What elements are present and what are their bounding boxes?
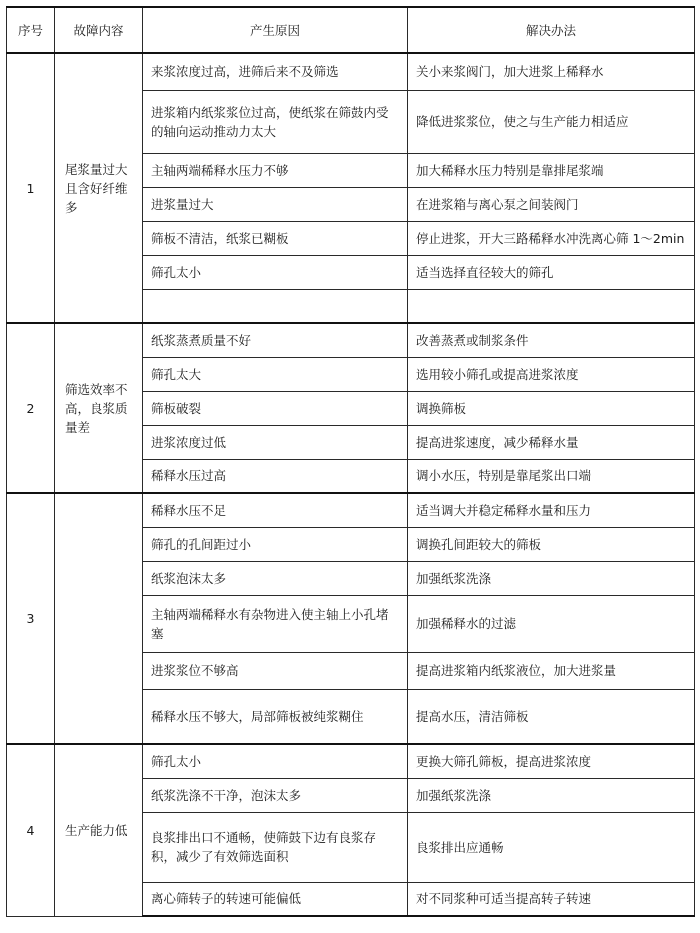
solution-cell: 提高水压，清洁筛板 (408, 689, 695, 744)
cause-cell: 进浆箱内纸浆浆位过高，使纸浆在筛鼓内受的轴向运动推动力太大 (143, 90, 408, 153)
solution-cell: 调换筛板 (408, 391, 695, 425)
cause-cell: 筛板破裂 (143, 391, 408, 425)
solution-cell: 调小水压，特别是靠尾浆出口端 (408, 459, 695, 493)
solution-cell: 加强纸浆洗涤 (408, 561, 695, 595)
cause-cell: 筛孔太大 (143, 357, 408, 391)
solution-cell: 停止进浆，开大三路稀释水冲洗离心筛 1～2min (408, 221, 695, 255)
cause-cell: 稀释水压过高 (143, 459, 408, 493)
header-no: 序号 (7, 7, 55, 53)
table-row (7, 744, 695, 778)
group-number: 1 (7, 53, 55, 323)
cause-cell: 进浆浆位不够高 (143, 652, 408, 689)
table-row (7, 53, 695, 90)
header-solution: 解决办法 (408, 7, 695, 53)
group-number: 4 (7, 744, 55, 916)
cause-cell: 筛孔太小 (143, 744, 408, 778)
solution-cell (408, 289, 695, 323)
group-number: 2 (7, 323, 55, 493)
table-body (7, 53, 695, 916)
cause-cell: 筛孔太小 (143, 255, 408, 289)
solution-cell: 加大稀释水压力特别是靠排尾浆端 (408, 153, 695, 187)
cause-cell: 来浆浓度过高，进筛后来不及筛选 (143, 53, 408, 90)
cause-cell: 稀释水压不足 (143, 493, 408, 527)
group-number: 3 (7, 493, 55, 744)
solution-cell: 在进浆箱与离心泵之间装阀门 (408, 187, 695, 221)
solution-cell: 降低进浆浆位，使之与生产能力相适应 (408, 90, 695, 153)
table-row (7, 493, 695, 527)
solution-cell: 提高进浆箱内纸浆液位，加大进浆量 (408, 652, 695, 689)
solution-cell: 改善蒸煮或制浆条件 (408, 323, 695, 357)
fault-description: 尾浆量过大且含好纤维多 (55, 53, 143, 323)
header-fault: 故障内容 (55, 7, 143, 53)
cause-cell: 稀释水压不够大，局部筛板被纯浆糊住 (143, 689, 408, 744)
header-cause: 产生原因 (143, 7, 408, 53)
solution-cell: 关小来浆阀门，加大进浆上稀释水 (408, 53, 695, 90)
cause-cell: 纸浆洗涤不干净，泡沫太多 (143, 778, 408, 812)
fault-description: 筛选效率不高，良浆质量差 (55, 323, 143, 493)
solution-cell: 适当选择直径较大的筛孔 (408, 255, 695, 289)
fault-description: 生产能力低 (55, 744, 143, 916)
fault-description (55, 493, 143, 744)
solution-cell: 加强稀释水的过滤 (408, 595, 695, 652)
fault-table-wrapper (6, 6, 694, 917)
cause-cell: 主轴两端稀释水有杂物进入使主轴上小孔堵塞 (143, 595, 408, 652)
cause-cell: 筛板不清洁，纸浆已糊板 (143, 221, 408, 255)
cause-cell: 纸浆蒸煮质量不好 (143, 323, 408, 357)
cause-cell: 筛孔的孔间距过小 (143, 527, 408, 561)
cause-cell (143, 289, 408, 323)
cause-cell: 进浆浓度过低 (143, 425, 408, 459)
solution-cell: 对不同浆种可适当提高转子转速 (408, 882, 695, 916)
header-row (7, 7, 695, 53)
solution-cell: 加强纸浆洗涤 (408, 778, 695, 812)
cause-cell: 纸浆泡沫太多 (143, 561, 408, 595)
cause-cell: 离心筛转子的转速可能偏低 (143, 882, 408, 916)
cause-cell: 进浆量过大 (143, 187, 408, 221)
table-row (7, 323, 695, 357)
cause-cell: 良浆排出口不通畅，使筛鼓下边有良浆存积，减少了有效筛选面积 (143, 812, 408, 882)
cause-cell: 主轴两端稀释水压力不够 (143, 153, 408, 187)
solution-cell: 选用较小筛孔或提高进浆浓度 (408, 357, 695, 391)
solution-cell: 更换大筛孔筛板，提高进浆浓度 (408, 744, 695, 778)
solution-cell: 调换孔间距较大的筛板 (408, 527, 695, 561)
solution-cell: 适当调大并稳定稀释水量和压力 (408, 493, 695, 527)
fault-table (6, 6, 695, 917)
table-header (7, 7, 695, 53)
solution-cell: 良浆排出应通畅 (408, 812, 695, 882)
solution-cell: 提高进浆速度，减少稀释水量 (408, 425, 695, 459)
